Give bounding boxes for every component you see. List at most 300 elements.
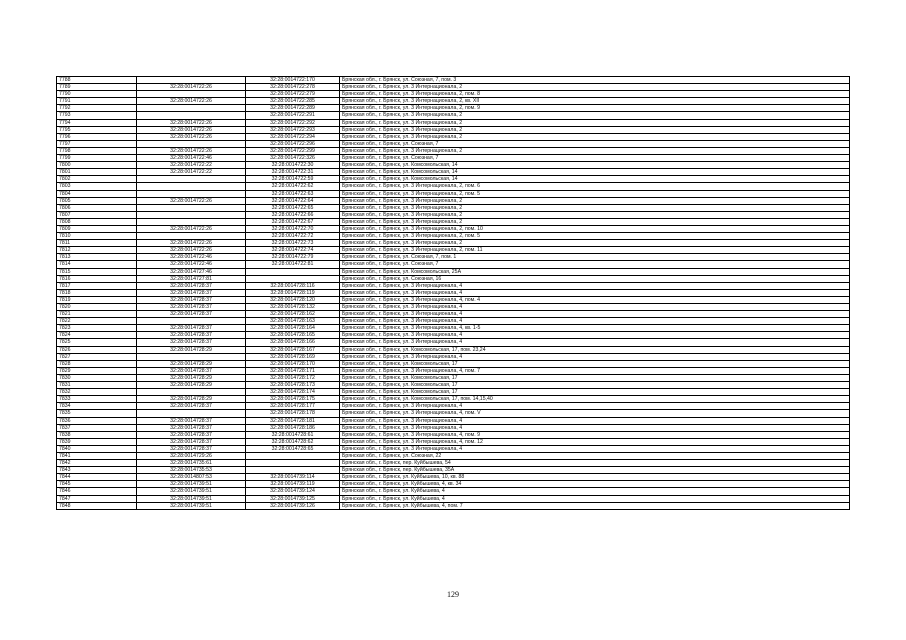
cell-row-number: 7818 <box>57 289 137 296</box>
cell-address: Брянская обл., г. Брянск, ул. 3 Интернационала, 4, пом. 7 <box>340 367 850 374</box>
cell-row-number: 7789 <box>57 84 137 91</box>
table-row <box>57 105 850 112</box>
cell-row-number: 7790 <box>57 91 137 98</box>
cell-row-number: 7803 <box>57 183 137 190</box>
cell-row-number: 7801 <box>57 169 137 176</box>
cell-parcel-number: 32:28:0014727:46 <box>137 268 246 275</box>
cell-object-number: 32:28:0014728:119 <box>246 289 340 296</box>
cell-object-number <box>246 452 340 459</box>
cell-object-number: 32:28:0014728:173 <box>246 382 340 389</box>
cell-row-number: 7828 <box>57 360 137 367</box>
cell-row-number: 7831 <box>57 382 137 389</box>
cell-address: Брянская обл., г. Брянск, ул. 3 Интернационала, 4 <box>340 304 850 311</box>
cell-row-number: 7808 <box>57 218 137 225</box>
cell-parcel-number: 32:28:0014735:61 <box>137 460 246 467</box>
cell-address: Брянская обл., г. Брянск, ул. Союзная, 7 <box>340 261 850 268</box>
cell-object-number: 32:28:0014739:124 <box>246 488 340 495</box>
table-row <box>57 495 850 502</box>
cell-parcel-number: 32:28:0014728:37 <box>137 403 246 410</box>
cell-address: Брянская обл., г. Брянск, ул. Куйбышева, 4, пом. 7 <box>340 502 850 509</box>
table-row <box>57 176 850 183</box>
table-row <box>57 332 850 339</box>
cell-address: Брянская обл., г. Брянск, ул. 3 Интернационала, 2, пом. 6 <box>340 183 850 190</box>
table-row <box>57 431 850 438</box>
table-row <box>57 410 850 417</box>
cell-address: Брянская обл., г. Брянск, ул. Куйбышева, 4 <box>340 495 850 502</box>
cell-parcel-number <box>137 353 246 360</box>
cell-object-number: 32:28:0014722:79 <box>246 254 340 261</box>
table-row <box>57 452 850 459</box>
cell-object-number <box>246 275 340 282</box>
cell-address: Брянская обл., г. Брянск, ул. 3 Интернационала, 4 <box>340 318 850 325</box>
cell-parcel-number: 32:28:0014722:26 <box>137 98 246 105</box>
cell-row-number: 7792 <box>57 105 137 112</box>
cell-parcel-number: 32:28:0014722:46 <box>137 254 246 261</box>
cell-address: Брянская обл., г. Брянск, ул. Куйбышева, 10, кв. 88 <box>340 474 850 481</box>
cell-row-number: 7804 <box>57 190 137 197</box>
cell-row-number: 7791 <box>57 98 137 105</box>
cell-address: Брянская обл., г. Брянск, ул. Куйбышева, 4 <box>340 488 850 495</box>
cell-parcel-number: 32:28:0014728:29 <box>137 360 246 367</box>
table-row <box>57 268 850 275</box>
cell-parcel-number: 32:28:0014727:81 <box>137 275 246 282</box>
table-row <box>57 119 850 126</box>
cell-object-number: 32:28:0014722:74 <box>246 247 340 254</box>
table-row <box>57 318 850 325</box>
cell-object-number: 32:28:0014722:170 <box>246 77 340 84</box>
cell-object-number: 32:28:0014722:31 <box>246 169 340 176</box>
cell-row-number: 7817 <box>57 282 137 289</box>
cell-object-number: 32:28:0014722:285 <box>246 98 340 105</box>
cell-address: Брянская обл., г. Брянск, ул. Комсомольская, 25А <box>340 268 850 275</box>
page-number: 129 <box>447 590 459 599</box>
cell-row-number: 7830 <box>57 374 137 381</box>
cell-row-number: 7798 <box>57 147 137 154</box>
cell-object-number: 32:28:0014728:166 <box>246 339 340 346</box>
cell-row-number: 7825 <box>57 339 137 346</box>
table-row <box>57 183 850 190</box>
cell-row-number: 7794 <box>57 119 137 126</box>
table-row <box>57 403 850 410</box>
cell-object-number: 32:28:0014722:65 <box>246 204 340 211</box>
cell-parcel-number: 32:28:0014728:37 <box>137 325 246 332</box>
cell-object-number: 32:28:0014728:169 <box>246 353 340 360</box>
cell-object-number: 32:28:0014722:278 <box>246 84 340 91</box>
cell-parcel-number: 32:28:0014728:37 <box>137 332 246 339</box>
cell-address: Брянская обл., г. Брянск, ул. Комсомольская, 17 <box>340 360 850 367</box>
cell-object-number: 32:28:0014722:292 <box>246 119 340 126</box>
cell-parcel-number <box>137 211 246 218</box>
table-row <box>57 275 850 282</box>
cell-row-number: 7788 <box>57 77 137 84</box>
cell-address: Брянская обл., г. Брянск, пер. Куйбышева, 35А <box>340 467 850 474</box>
cell-parcel-number <box>137 190 246 197</box>
table-row <box>57 112 850 119</box>
table-row <box>57 155 850 162</box>
cell-parcel-number: 32:28:0014728:29 <box>137 382 246 389</box>
cell-address: Брянская обл., г. Брянск, ул. Куйбышева, 4, кв. 34 <box>340 481 850 488</box>
cell-row-number: 7843 <box>57 467 137 474</box>
cell-parcel-number: 32:28:0014722:22 <box>137 169 246 176</box>
cell-address: Брянская обл., г. Брянск, ул. Комсомольская, 14 <box>340 169 850 176</box>
cell-object-number: 32:28:0014722:293 <box>246 126 340 133</box>
cell-address: Брянская обл., г. Брянск, ул. 3 Интернационала, 4 <box>340 289 850 296</box>
table-row <box>57 460 850 467</box>
table-row <box>57 325 850 332</box>
cell-address: Брянская обл., г. Брянск, пер. Куйбышева, 54 <box>340 460 850 467</box>
cell-address: Брянская обл., г. Брянск, ул. 3 Интернационала, 2 <box>340 84 850 91</box>
table-row <box>57 147 850 154</box>
table-row <box>57 346 850 353</box>
table-row <box>57 126 850 133</box>
table-row <box>57 289 850 296</box>
table-row <box>57 190 850 197</box>
cell-row-number: 7802 <box>57 176 137 183</box>
cell-parcel-number <box>137 140 246 147</box>
cell-object-number: 32:28:0014728:132 <box>246 304 340 311</box>
cell-parcel-number: 32:28:0014722:46 <box>137 155 246 162</box>
table-row <box>57 197 850 204</box>
cell-row-number: 7806 <box>57 204 137 211</box>
table-row <box>57 140 850 147</box>
cell-row-number: 7797 <box>57 140 137 147</box>
table-row <box>57 211 850 218</box>
cell-object-number: 32:28:0014728:65 <box>246 445 340 452</box>
cell-parcel-number <box>137 233 246 240</box>
cell-parcel-number: 32:28:0014722:22 <box>137 162 246 169</box>
cell-address: Брянская обл., г. Брянск, ул. 3 Интернационала, 2 <box>340 112 850 119</box>
table-row <box>57 445 850 452</box>
cell-row-number: 7807 <box>57 211 137 218</box>
table-row <box>57 282 850 289</box>
table-row <box>57 296 850 303</box>
cell-object-number: 32:28:0014739:114 <box>246 474 340 481</box>
cell-address: Брянская обл., г. Брянск, ул. 3 Интернационала, 4 <box>340 282 850 289</box>
cell-object-number: 32:28:0014728:186 <box>246 424 340 431</box>
cell-parcel-number: 32:28:0014739:51 <box>137 488 246 495</box>
cell-parcel-number: 32:28:0014722:26 <box>137 225 246 232</box>
cell-address: Брянская обл., г. Брянск, ул. 3 Интернационала, 4 <box>340 339 850 346</box>
cell-row-number: 7841 <box>57 452 137 459</box>
cell-parcel-number: 32:28:0014722:26 <box>137 84 246 91</box>
cell-parcel-number: 32:28:0014728:37 <box>137 431 246 438</box>
cell-parcel-number <box>137 389 246 396</box>
cell-row-number: 7805 <box>57 197 137 204</box>
cell-address: Брянская обл., г. Брянск, ул. 3 Интернационала, 2 <box>340 218 850 225</box>
table-row <box>57 389 850 396</box>
table-row <box>57 502 850 509</box>
table-row <box>57 367 850 374</box>
cell-address: Брянская обл., г. Брянск, ул. 3 Интернационала, 4 <box>340 417 850 424</box>
cell-address: Брянская обл., г. Брянск, ул. Союзная, 7, пом. 3 <box>340 77 850 84</box>
cell-parcel-number: 32:28:0014728:37 <box>137 289 246 296</box>
cell-address: Брянская обл., г. Брянск, ул. 3 Интернационала, 2 <box>340 197 850 204</box>
cell-row-number: 7824 <box>57 332 137 339</box>
cell-parcel-number: 32:28:0014722:26 <box>137 133 246 140</box>
cell-address: Брянская обл., г. Брянск, ул. 3 Интернационала, 2 <box>340 204 850 211</box>
cell-object-number: 32:28:0014728:164 <box>246 325 340 332</box>
cell-object-number: 32:28:0014722:64 <box>246 197 340 204</box>
cell-parcel-number <box>137 112 246 119</box>
table-row <box>57 360 850 367</box>
table-row <box>57 254 850 261</box>
table-row <box>57 204 850 211</box>
cell-parcel-number <box>137 218 246 225</box>
cell-row-number: 7829 <box>57 367 137 374</box>
table-row <box>57 261 850 268</box>
cell-row-number: 7795 <box>57 126 137 133</box>
cell-row-number: 7813 <box>57 254 137 261</box>
cell-parcel-number: 32:28:0014728:37 <box>137 417 246 424</box>
table-row <box>57 304 850 311</box>
cell-address: Брянская обл., г. Брянск, ул. Комсомольская, 14 <box>340 162 850 169</box>
cell-object-number: 32:28:0014728:175 <box>246 396 340 403</box>
cell-object-number <box>246 460 340 467</box>
table-row <box>57 438 850 445</box>
table-row <box>57 467 850 474</box>
cell-address: Брянская обл., г. Брянск, ул. 3 Интернационала, 2, пом. 5 <box>340 233 850 240</box>
cell-address: Брянская обл., г. Брянск, ул. Комсомольская, 17 <box>340 382 850 389</box>
cell-parcel-number <box>137 91 246 98</box>
cell-row-number: 7840 <box>57 445 137 452</box>
table-row <box>57 374 850 381</box>
cell-address: Брянская обл., г. Брянск, ул. 3 Интернационала, 2, кв. XII <box>340 98 850 105</box>
cell-object-number: 32:28:0014728:62 <box>246 438 340 445</box>
cell-parcel-number: 32:28:0014722:26 <box>137 119 246 126</box>
cell-address: Брянская обл., г. Брянск, ул. Союзная, 22 <box>340 452 850 459</box>
cell-parcel-number: 32:28:0014728:37 <box>137 311 246 318</box>
cell-row-number: 7837 <box>57 424 137 431</box>
table-body <box>57 77 850 510</box>
cell-row-number: 7848 <box>57 502 137 509</box>
cell-object-number: 32:28:0014728:181 <box>246 417 340 424</box>
cell-object-number: 32:28:0014728:174 <box>246 389 340 396</box>
cell-row-number: 7814 <box>57 261 137 268</box>
cell-row-number: 7823 <box>57 325 137 332</box>
cell-address: Брянская обл., г. Брянск, ул. 3 Интернационала, 4 <box>340 332 850 339</box>
cell-object-number: 32:28:0014722:294 <box>246 133 340 140</box>
cell-address: Брянская обл., г. Брянск, ул. 3 Интернационала, 4 <box>340 353 850 360</box>
cell-object-number: 32:28:0014722:59 <box>246 176 340 183</box>
cell-parcel-number: 32:28:0014722:26 <box>137 197 246 204</box>
cell-row-number: 7809 <box>57 225 137 232</box>
table-row <box>57 84 850 91</box>
cell-parcel-number: 32:28:0014739:51 <box>137 495 246 502</box>
cell-address: Брянская обл., г. Брянск, ул. 3 Интернационала, 2, пом. 10 <box>340 225 850 232</box>
cell-object-number: 32:28:0014728:170 <box>246 360 340 367</box>
table-row <box>57 169 850 176</box>
cell-parcel-number: 32:28:0014728:37 <box>137 304 246 311</box>
cell-address: Брянская обл., г. Брянск, ул. Комсомольская, 17 <box>340 389 850 396</box>
cell-row-number: 7820 <box>57 304 137 311</box>
cell-parcel-number: 32:28:0014729:26 <box>137 452 246 459</box>
cell-address: Брянская обл., г. Брянск, ул. 3 Интернационала, 2 <box>340 211 850 218</box>
table-row <box>57 424 850 431</box>
cell-object-number: 32:28:0014722:81 <box>246 261 340 268</box>
cell-parcel-number <box>137 77 246 84</box>
cell-row-number: 7816 <box>57 275 137 282</box>
cell-object-number: 32:28:0014722:73 <box>246 240 340 247</box>
cell-object-number: 32:28:0014722:299 <box>246 147 340 154</box>
cell-address: Брянская обл., г. Брянск, ул. 3 Интернационала, 4 <box>340 403 850 410</box>
cell-object-number: 32:28:0014722:289 <box>246 105 340 112</box>
cell-address: Брянская обл., г. Брянск, ул. 3 Интернационала, 4, кв. 1-5 <box>340 325 850 332</box>
cell-address: Брянская обл., г. Брянск, ул. 3 Интернационала, 4, пом. V <box>340 410 850 417</box>
table-row <box>57 225 850 232</box>
cell-row-number: 7793 <box>57 112 137 119</box>
table-row <box>57 77 850 84</box>
cell-parcel-number: 32:28:0014722:26 <box>137 240 246 247</box>
cell-parcel-number: 32:28:0014728:37 <box>137 445 246 452</box>
cell-address: Брянская обл., г. Брянск, ул. 3 Интернационала, 2, пом. 9 <box>340 105 850 112</box>
cell-parcel-number: 32:28:0014728:37 <box>137 339 246 346</box>
table-row <box>57 162 850 169</box>
table-row <box>57 91 850 98</box>
cell-object-number: 32:28:0014722:66 <box>246 211 340 218</box>
table-row <box>57 98 850 105</box>
table-row <box>57 240 850 247</box>
cell-object-number: 32:28:0014722:279 <box>246 91 340 98</box>
cell-row-number: 7838 <box>57 431 137 438</box>
table-row <box>57 353 850 360</box>
cell-address: Брянская обл., г. Брянск, ул. 3 Интернационала, 2, пом. 5 <box>340 190 850 197</box>
cell-object-number: 32:28:0014728:61 <box>246 431 340 438</box>
table-row <box>57 218 850 225</box>
cell-row-number: 7800 <box>57 162 137 169</box>
cell-object-number: 32:28:0014722:62 <box>246 183 340 190</box>
cell-parcel-number: 32:28:0014735:53 <box>137 467 246 474</box>
cell-row-number: 7834 <box>57 403 137 410</box>
cell-parcel-number: 32:28:0014728:37 <box>137 424 246 431</box>
cell-address: Брянская обл., г. Брянск, ул. 3 Интернационала, 4 <box>340 311 850 318</box>
cell-row-number: 7821 <box>57 311 137 318</box>
cell-row-number: 7842 <box>57 460 137 467</box>
cell-object-number: 32:28:0014728:167 <box>246 346 340 353</box>
cell-object-number <box>246 467 340 474</box>
cell-row-number: 7827 <box>57 353 137 360</box>
table-row <box>57 481 850 488</box>
table-row <box>57 133 850 140</box>
cell-address: Брянская обл., г. Брянск, ул. 3 Интернационала, 2, пом. 8 <box>340 91 850 98</box>
cell-address: Брянская обл., г. Брянск, ул. Союзная, 7 <box>340 155 850 162</box>
cell-row-number: 7835 <box>57 410 137 417</box>
cell-address: Брянская обл., г. Брянск, ул. Комсомольская, 17, пом. 14,15,40 <box>340 396 850 403</box>
cell-object-number: 32:28:0014728:171 <box>246 367 340 374</box>
cell-object-number: 32:28:0014728:120 <box>246 296 340 303</box>
table-row <box>57 396 850 403</box>
cell-row-number: 7846 <box>57 488 137 495</box>
cell-row-number: 7833 <box>57 396 137 403</box>
cell-object-number: 32:28:0014728:172 <box>246 374 340 381</box>
cell-row-number: 7812 <box>57 247 137 254</box>
cell-address: Брянская обл., г. Брянск, ул. 3 Интернационала, 2 <box>340 240 850 247</box>
cell-object-number <box>246 268 340 275</box>
table-row <box>57 247 850 254</box>
cell-object-number: 32:28:0014739:119 <box>246 481 340 488</box>
table-row <box>57 339 850 346</box>
cell-object-number: 32:28:0014739:125 <box>246 495 340 502</box>
cell-address: Брянская обл., г. Брянск, ул. Комсомольская, 14 <box>340 176 850 183</box>
cell-object-number: 32:28:0014722:326 <box>246 155 340 162</box>
cell-parcel-number: 32:28:0014728:37 <box>137 282 246 289</box>
table-row <box>57 233 850 240</box>
cell-object-number: 32:28:0014722:63 <box>246 190 340 197</box>
cell-object-number: 32:28:0014728:162 <box>246 311 340 318</box>
cell-object-number: 32:28:0014728:177 <box>246 403 340 410</box>
cell-row-number: 7845 <box>57 481 137 488</box>
cell-row-number: 7815 <box>57 268 137 275</box>
cell-parcel-number <box>137 318 246 325</box>
cell-object-number: 32:28:0014728:178 <box>246 410 340 417</box>
cell-address: Брянская обл., г. Брянск, ул. 3 Интернационала, 2 <box>340 126 850 133</box>
cell-address: Брянская обл., г. Брянск, ул. 3 Интернационала, 2 <box>340 147 850 154</box>
cell-object-number: 32:28:0014739:126 <box>246 502 340 509</box>
cell-row-number: 7799 <box>57 155 137 162</box>
cell-address: Брянская обл., г. Брянск, ул. 3 Интернационала, 4 <box>340 424 850 431</box>
cell-row-number: 7832 <box>57 389 137 396</box>
table-row <box>57 311 850 318</box>
cell-row-number: 7822 <box>57 318 137 325</box>
cell-address: Брянская обл., г. Брянск, ул. 3 Интернационала, 2 <box>340 133 850 140</box>
cell-parcel-number <box>137 204 246 211</box>
cell-object-number: 32:28:0014722:291 <box>246 112 340 119</box>
cell-row-number: 7811 <box>57 240 137 247</box>
cell-object-number: 32:28:0014722:296 <box>246 140 340 147</box>
table-row <box>57 382 850 389</box>
cell-object-number: 32:28:0014722:67 <box>246 218 340 225</box>
cell-parcel-number <box>137 410 246 417</box>
cell-address: Брянская обл., г. Брянск, ул. 3 Интернационала, 4, пом. 9 <box>340 431 850 438</box>
cell-address: Брянская обл., г. Брянск, ул. Союзная, 7, пом. 1 <box>340 254 850 261</box>
cell-address: Брянская обл., г. Брянск, ул. 3 Интернационала, 2 <box>340 119 850 126</box>
cell-parcel-number: 32:28:0014728:37 <box>137 367 246 374</box>
cell-address: Брянская обл., г. Брянск, ул. 3 Интернационала, 2, пом. 11 <box>340 247 850 254</box>
cell-object-number: 32:28:0014722:72 <box>246 233 340 240</box>
cell-row-number: 7826 <box>57 346 137 353</box>
cell-parcel-number: 32:28:0014722:26 <box>137 247 246 254</box>
cell-parcel-number: 32:28:0014728:29 <box>137 346 246 353</box>
cell-address: Брянская обл., г. Брянск, ул. 3 Интернационала, 4 <box>340 445 850 452</box>
cell-row-number: 7847 <box>57 495 137 502</box>
table-row <box>57 417 850 424</box>
cell-row-number: 7839 <box>57 438 137 445</box>
cell-parcel-number <box>137 105 246 112</box>
cell-parcel-number: 32:28:0014807:53 <box>137 474 246 481</box>
cell-address: Брянская обл., г. Брянск, ул. Союзная, 16 <box>340 275 850 282</box>
cell-parcel-number <box>137 183 246 190</box>
cell-object-number: 32:28:0014728:163 <box>246 318 340 325</box>
cell-row-number: 7810 <box>57 233 137 240</box>
cell-parcel-number: 32:28:0014722:26 <box>137 126 246 133</box>
cell-address: Брянская обл., г. Брянск, ул. 3 Интернационала, 4, пом. 4 <box>340 296 850 303</box>
cell-row-number: 7796 <box>57 133 137 140</box>
cell-row-number: 7836 <box>57 417 137 424</box>
cell-parcel-number: 32:28:0014728:29 <box>137 396 246 403</box>
cell-parcel-number: 32:28:0014739:51 <box>137 481 246 488</box>
cell-parcel-number: 32:28:0014728:37 <box>137 438 246 445</box>
cell-row-number: 7819 <box>57 296 137 303</box>
table-row <box>57 488 850 495</box>
cell-object-number: 32:28:0014722:70 <box>246 225 340 232</box>
cell-parcel-number: 32:28:0014728:37 <box>137 296 246 303</box>
cell-address: Брянская обл., г. Брянск, ул. 3 Интернационала, 4, пом. 12 <box>340 438 850 445</box>
cell-parcel-number: 32:28:0014722:26 <box>137 147 246 154</box>
cell-object-number: 32:28:0014728:165 <box>246 332 340 339</box>
cell-parcel-number: 32:28:0014728:29 <box>137 374 246 381</box>
cell-row-number: 7844 <box>57 474 137 481</box>
cell-object-number: 32:28:0014728:116 <box>246 282 340 289</box>
cadastral-table <box>56 76 850 510</box>
